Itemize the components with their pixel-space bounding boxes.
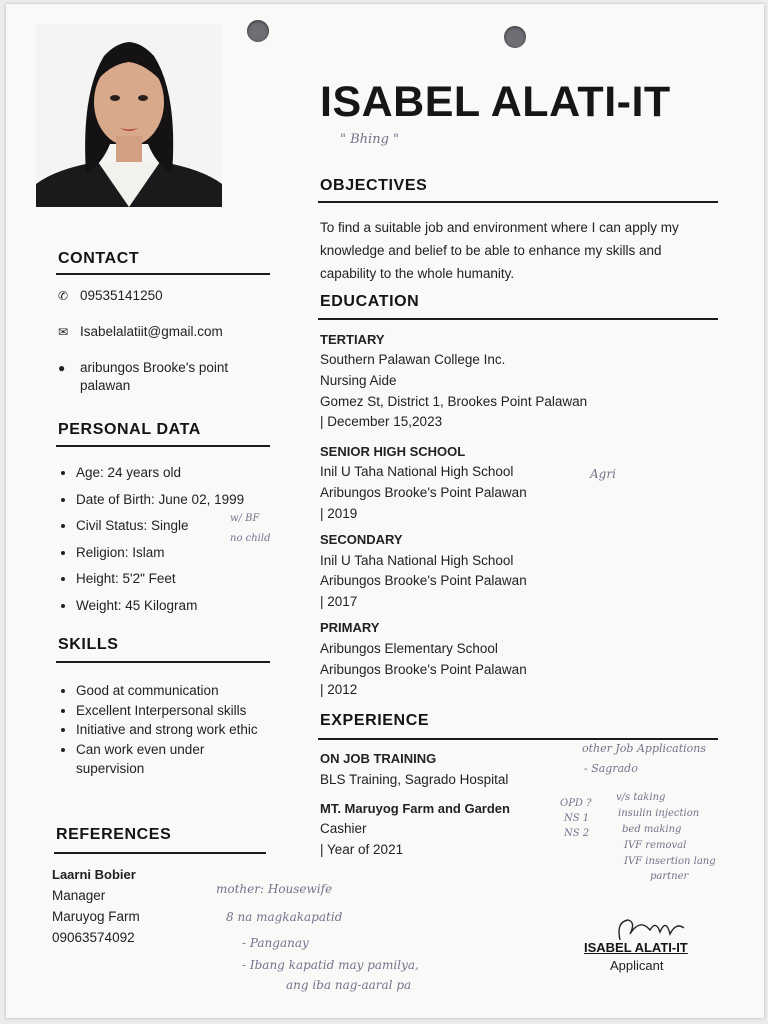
- exp-heading-farm: MT. Maruyog Farm and Garden: [320, 801, 510, 816]
- handwritten-note: partner: [650, 871, 689, 882]
- contact-title: CONTACT: [58, 250, 140, 267]
- edu-line: | 2017: [320, 594, 358, 609]
- edu-line: Gomez St, District 1, Brookes Point Palawan: [320, 394, 588, 409]
- exp-line: | Year of 2021: [320, 842, 404, 857]
- reference-role: Manager: [52, 888, 106, 903]
- experience-title: EXPERIENCE: [320, 712, 430, 729]
- education-title: EDUCATION: [320, 293, 420, 310]
- signature-role: Applicant: [610, 958, 664, 973]
- handwritten-note: ang iba nag-aaral pa: [286, 978, 412, 992]
- edu-line: Aribungos Brooke's Point Palawan: [320, 485, 527, 500]
- edu-level-senior-high: SENIOR HIGH SCHOOL: [320, 444, 466, 459]
- contact-rule: [56, 273, 270, 275]
- handwritten-note: mother: Housewife: [216, 882, 333, 896]
- phone-icon: ✆: [58, 289, 69, 303]
- objectives-text: To find a suitable job and environment where I can apply my knowledge and belief to be able to enhance my skills and capability to the whole humanity.: [320, 220, 679, 281]
- handwritten-child: no child: [230, 533, 271, 544]
- handwritten-note: - Sagrado: [584, 762, 638, 775]
- contact-email: Isabelalatiit@gmail.com: [80, 324, 223, 339]
- exp-line: BLS Training, Sagrado Hospital: [320, 772, 509, 787]
- mail-icon: ✉: [58, 325, 69, 339]
- personal-data-rule: [56, 445, 270, 447]
- edu-level-tertiary: TERTIARY: [320, 332, 385, 347]
- handwritten-note: NS 1: [564, 813, 590, 824]
- objectives-title: OBJECTIVES: [320, 177, 428, 194]
- personal-height: • Height: 5'2" Feet: [76, 566, 244, 593]
- handwritten-note: 8 na magkakapatid: [226, 910, 343, 924]
- edu-line: Aribungos Brooke's Point Palawan: [320, 662, 527, 677]
- contact-phone-row: [58, 287, 163, 305]
- handwritten-note: NS 2: [564, 828, 590, 839]
- personal-age: • Age: 24 years old: [76, 460, 244, 487]
- edu-line: | 2019: [320, 506, 358, 521]
- contact-address: [80, 359, 228, 395]
- references-title: REFERENCES: [56, 826, 172, 843]
- edu-line: Inil U Taha National High School: [320, 464, 514, 479]
- punch-hole: [247, 20, 269, 42]
- exp-line: Cashier: [320, 821, 367, 836]
- handwritten-note: v/s taking: [616, 792, 666, 803]
- location-pin-icon: ●: [58, 361, 66, 375]
- skill-item: • Excellent Interpersonal skills: [76, 701, 276, 721]
- handwritten-agri: Agri: [590, 467, 616, 481]
- personal-data-title: PERSONAL DATA: [58, 421, 201, 438]
- reference-phone: 09063574092: [52, 930, 135, 945]
- edu-line: Aribungos Elementary School: [320, 641, 498, 656]
- skill-item: • Good at communication: [76, 681, 276, 701]
- handwritten-note: - Panganay: [242, 936, 309, 950]
- skills-list: [58, 681, 276, 779]
- edu-line: | 2012: [320, 682, 358, 697]
- applicant-name: ISABEL ALATI-IT: [320, 78, 671, 126]
- edu-line: Southern Palawan College Inc.: [320, 352, 506, 367]
- references-rule: [54, 852, 266, 854]
- contact-email-row: [58, 323, 223, 341]
- signature-name: ISABEL ALATI-IT: [584, 940, 688, 955]
- address-line-1: aribungos Brooke's point: [80, 360, 229, 375]
- handwritten-note: OPD ?: [560, 798, 592, 809]
- skills-rule: [56, 661, 270, 663]
- personal-civil-status: • Civil Status: Single: [76, 513, 244, 540]
- punch-hole: [504, 26, 526, 48]
- handwritten-note: insulin injection: [618, 808, 700, 819]
- handwritten-note: - Ibang kapatid may pamilya,: [242, 958, 419, 972]
- edu-level-secondary: SECONDARY: [320, 532, 403, 547]
- handwritten-bf: w/ BF: [230, 513, 260, 524]
- handwritten-note: IVF removal: [624, 840, 687, 851]
- personal-dob: • Date of Birth: June 02, 1999: [76, 487, 244, 514]
- skill-item: • Can work even under supervision: [76, 740, 276, 779]
- edu-line: Inil U Taha National High School: [320, 553, 514, 568]
- address-line-2: palawan: [80, 378, 131, 393]
- skill-item: • Initiative and strong work ethic: [76, 720, 276, 740]
- edu-level-primary: PRIMARY: [320, 620, 380, 635]
- reference-company: Maruyog Farm: [52, 909, 140, 924]
- objectives-rule: [318, 201, 718, 203]
- personal-religion: • Religion: Islam: [76, 540, 244, 567]
- exp-heading-ojt: ON JOB TRAINING: [320, 751, 437, 766]
- reference-name: Laarni Bobier: [52, 867, 136, 882]
- skills-title: SKILLS: [58, 636, 119, 653]
- personal-weight: • Weight: 45 Kilogram: [76, 593, 244, 620]
- experience-rule: [318, 738, 718, 740]
- handwritten-note: other Job Applications: [582, 742, 707, 755]
- handwritten-note: IVF insertion lang: [624, 856, 716, 867]
- education-rule: [318, 318, 718, 320]
- contact-address-row: [58, 359, 228, 395]
- edu-line: Aribungos Brooke's Point Palawan: [320, 573, 527, 588]
- contact-phone: 09535141250: [80, 288, 163, 303]
- edu-line: Nursing Aide: [320, 373, 397, 388]
- handwritten-note: bed making: [622, 824, 682, 835]
- personal-data-list: [58, 460, 244, 619]
- profile-photo: [36, 24, 222, 207]
- edu-line: | December 15,2023: [320, 414, 443, 429]
- handwritten-nickname: " Bhing ": [340, 132, 400, 147]
